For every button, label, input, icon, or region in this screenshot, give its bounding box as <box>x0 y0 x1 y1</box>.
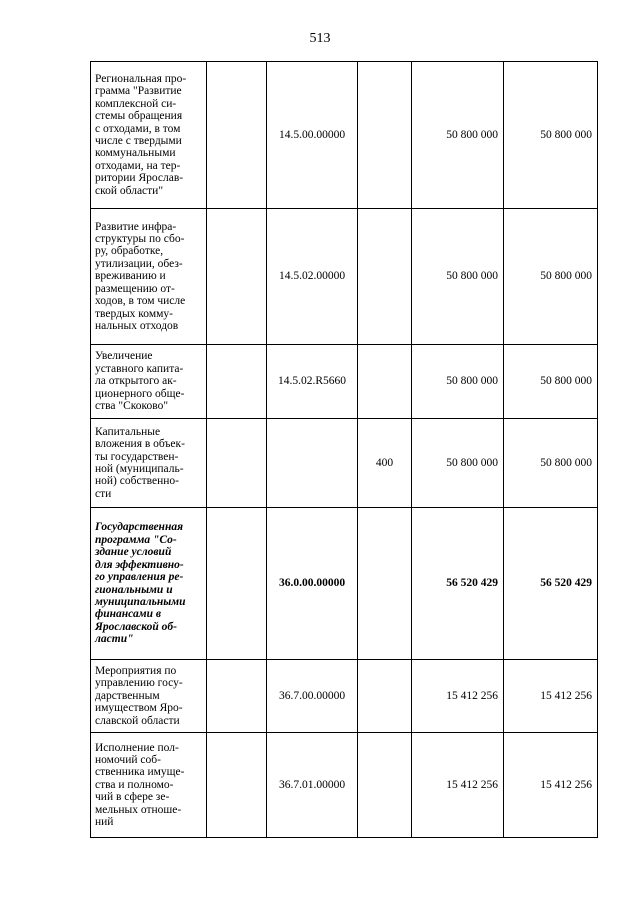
row-name-line: Исполнение пол- <box>95 741 179 754</box>
row-name-line: Ярославской об- <box>95 620 177 633</box>
row-name-line: ной (муниципаль- <box>95 463 184 475</box>
expense-type-code <box>358 345 412 419</box>
row-name-line: ла открытого ак- <box>95 375 177 388</box>
expense-type-code <box>358 62 412 209</box>
row-name-line: здание условий <box>95 546 172 559</box>
row-name-line: Развитие инфра- <box>95 220 177 233</box>
row-name-line: ру, обработке, <box>95 245 164 258</box>
expense-type-code: 400 <box>358 419 412 508</box>
target-article-code: 36.7.01.00000 <box>267 733 358 838</box>
blank-cell <box>207 733 267 838</box>
row-name-line: числе с твердыми <box>95 135 182 147</box>
row-name-line: отходами, на тер- <box>95 159 181 172</box>
amount-cell: 50 800 000 <box>412 345 504 419</box>
row-name-line: финансами в <box>95 608 161 621</box>
row-name-line: номочий соб- <box>95 753 161 766</box>
row-name-line: с отходами, в том <box>95 122 181 135</box>
row-name-line: Мероприятия по <box>95 664 177 677</box>
table-row <box>91 660 598 733</box>
row-name-line: коммунальными <box>95 147 176 160</box>
expense-type-code <box>358 209 412 345</box>
target-article-code: 36.0.00.00000 <box>267 508 358 660</box>
expense-type-code <box>358 733 412 838</box>
row-name-line: для эффективно- <box>95 558 184 571</box>
row-name-line: го управления ре- <box>95 571 184 584</box>
row-name-cell <box>91 508 207 660</box>
row-name-line: Увеличение <box>95 350 153 363</box>
amount-cell: 56 520 429 <box>504 508 598 660</box>
row-name-line: Государственная <box>95 521 183 534</box>
row-name-line: сти <box>95 487 112 500</box>
blank-cell <box>207 209 267 345</box>
row-name-line: гиональными и <box>95 583 173 596</box>
target-article-code: 14.5.02.00000 <box>267 209 358 345</box>
expense-type-code <box>358 660 412 733</box>
amount-cell: 15 412 256 <box>504 660 598 733</box>
row-name-line: ства и полномо- <box>95 778 174 791</box>
row-name-line: вложения в объек- <box>95 438 185 451</box>
row-name-line: имуществом Яро- <box>95 702 183 715</box>
target-article-code: 36.7.00.00000 <box>267 660 358 733</box>
row-name-line: уставного капита- <box>95 362 184 375</box>
table-row <box>91 209 598 345</box>
table-row <box>91 419 598 508</box>
row-name-line: мельных отноше- <box>95 803 182 816</box>
row-name-line: ционерного обще- <box>95 387 185 400</box>
row-name-line: славской области <box>95 714 180 727</box>
amount-cell: 50 800 000 <box>504 209 598 345</box>
row-name-line: твердых комму- <box>95 307 173 320</box>
blank-cell <box>207 62 267 209</box>
row-name-cell <box>91 660 207 733</box>
table-row <box>91 733 598 838</box>
row-name-cell <box>91 62 207 209</box>
amount-cell: 50 800 000 <box>504 345 598 419</box>
row-name-line: Региональная про- <box>95 72 187 85</box>
page-number: 513 <box>309 31 331 46</box>
row-name-line: дарственным <box>95 689 160 702</box>
row-name-line: Капитальные <box>95 425 161 438</box>
table-row <box>91 508 598 660</box>
amount-cell: 15 412 256 <box>412 660 504 733</box>
target-article-code: 14.5.02.R5660 <box>267 345 358 419</box>
row-name-line: программа "Со- <box>95 533 177 546</box>
budget-table <box>90 61 598 838</box>
amount-cell: 50 800 000 <box>412 209 504 345</box>
blank-cell <box>207 660 267 733</box>
table-row <box>91 62 598 209</box>
row-name-line: ства "Скоково" <box>95 400 169 413</box>
row-name-line: ритории Ярослав- <box>95 172 184 185</box>
row-name-line: стемы обращения <box>95 110 183 123</box>
amount-cell: 50 800 000 <box>504 62 598 209</box>
table-row <box>91 345 598 419</box>
blank-cell <box>207 508 267 660</box>
amount-cell: 15 412 256 <box>412 733 504 838</box>
target-article-code: 14.5.00.00000 <box>267 62 358 209</box>
expense-type-code <box>358 508 412 660</box>
blank-cell <box>207 345 267 419</box>
blank-cell <box>207 419 267 508</box>
row-name-cell <box>91 345 207 419</box>
row-name-line: структуры по сбо- <box>95 233 185 246</box>
row-name-line: нальных отходов <box>95 319 179 332</box>
row-name-line: размещению от- <box>95 282 175 295</box>
amount-cell: 50 800 000 <box>412 419 504 508</box>
row-name-line: ласти" <box>95 633 134 646</box>
row-name-line: муниципальными <box>95 595 186 608</box>
row-name-line: вреживанию и <box>95 270 166 283</box>
table-body <box>91 62 598 838</box>
amount-cell: 50 800 000 <box>412 62 504 209</box>
row-name-line: ходов, в том числе <box>95 295 186 308</box>
row-name-line: ской области" <box>95 184 164 197</box>
row-name-line: утилизации, обез- <box>95 257 183 270</box>
row-name-cell <box>91 209 207 345</box>
row-name-line: управлению госу- <box>95 677 183 690</box>
row-name-line: грамма "Развитие <box>95 85 182 98</box>
row-name-cell <box>91 419 207 508</box>
row-name-line: комплексной си- <box>95 97 177 110</box>
row-name-line: ний <box>95 816 114 829</box>
amount-cell: 56 520 429 <box>412 508 504 660</box>
amount-cell: 50 800 000 <box>504 419 598 508</box>
row-name-line: ной) собственно- <box>95 475 179 488</box>
target-article-code <box>267 419 358 508</box>
row-name-line: чий в сфере зе- <box>95 791 170 804</box>
amount-cell: 15 412 256 <box>504 733 598 838</box>
row-name-line: ты государствен- <box>95 450 179 463</box>
row-name-cell <box>91 733 207 838</box>
row-name-line: ственника имуще- <box>95 766 185 779</box>
